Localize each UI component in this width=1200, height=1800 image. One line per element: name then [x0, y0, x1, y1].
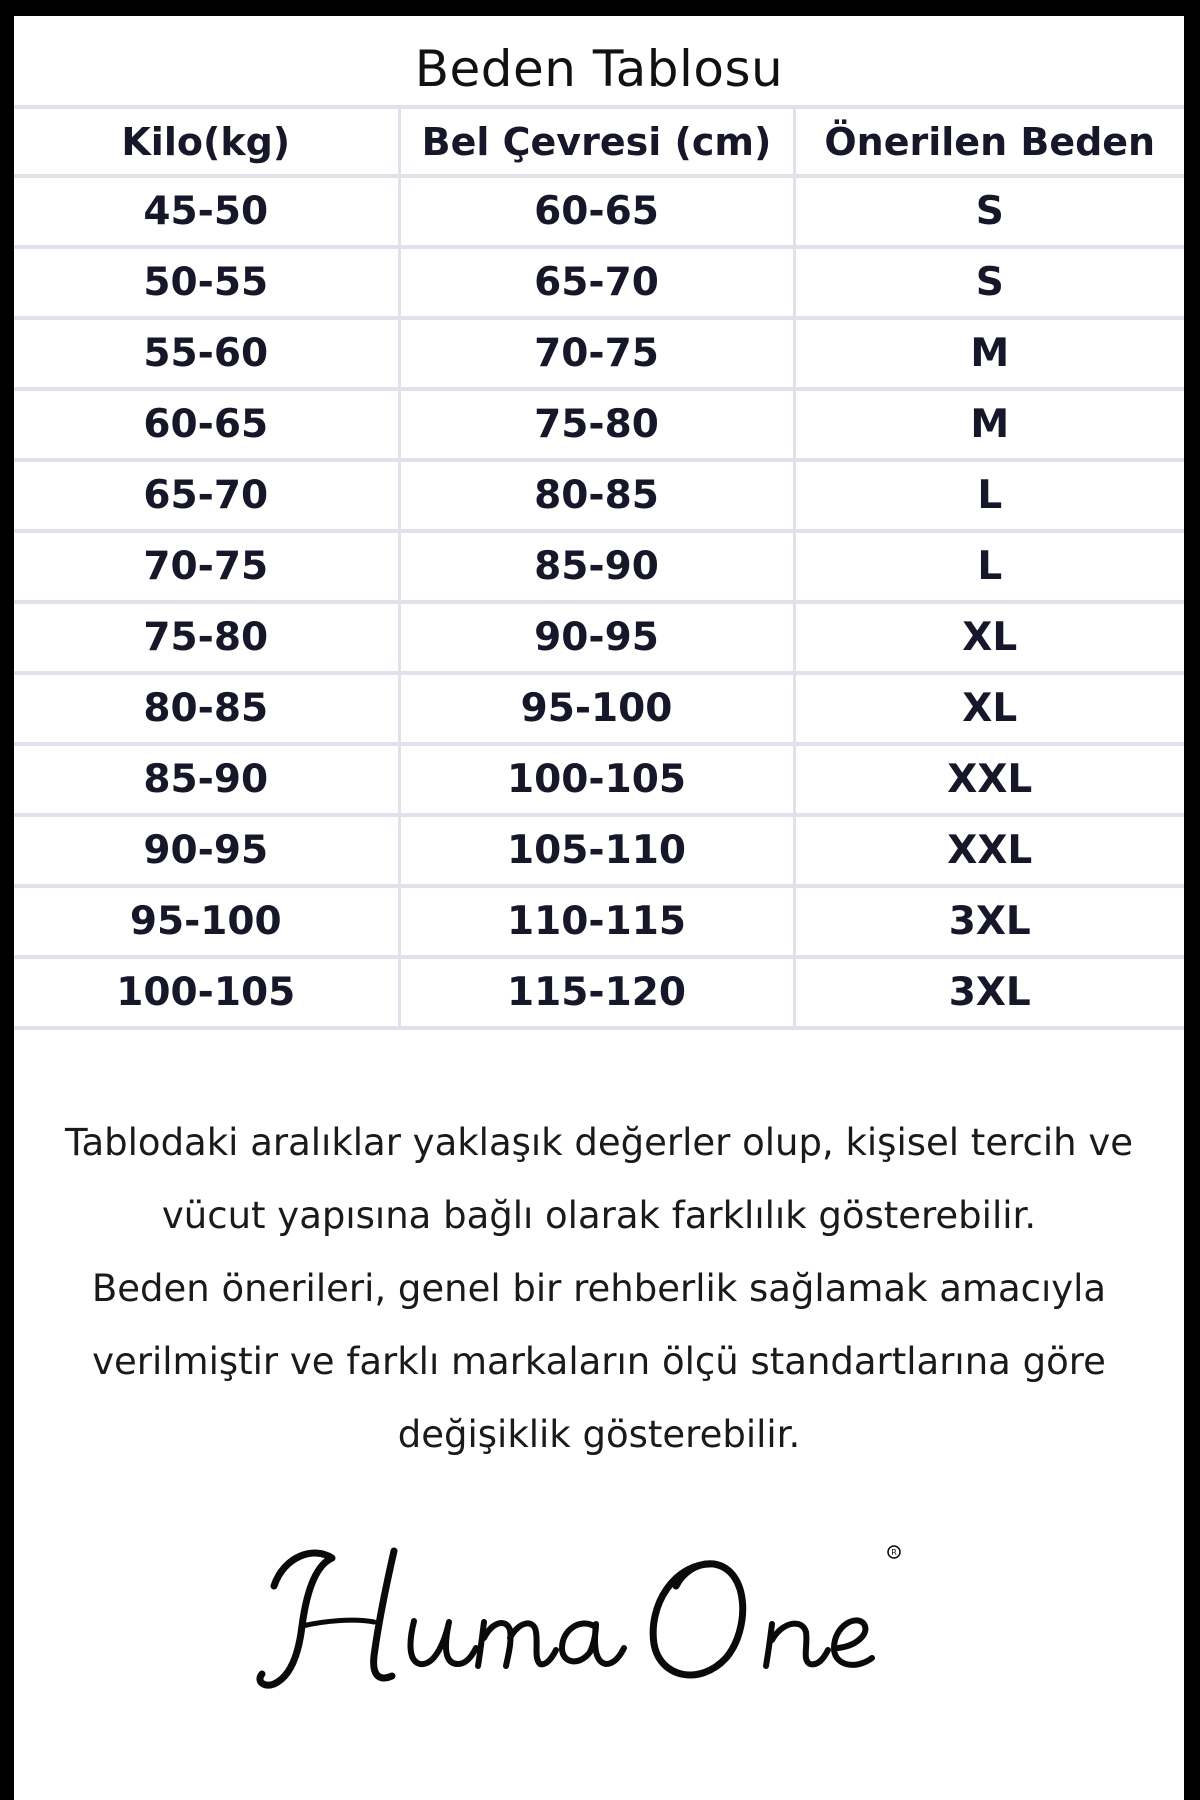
table-row — [14, 815, 1184, 886]
size-chart-card — [14, 16, 1184, 1800]
weight-cell: 75-80 — [14, 602, 399, 673]
weight-cell: 45-50 — [14, 176, 399, 247]
waist-cell: 85-90 — [399, 531, 794, 602]
size-cell: 3XL — [794, 957, 1184, 1028]
size-table — [14, 105, 1184, 1030]
weight-cell: 60-65 — [14, 389, 399, 460]
disclaimer-notes — [44, 1106, 1154, 1471]
weight-cell: 50-55 — [14, 247, 399, 318]
registered-mark-icon — [888, 1546, 900, 1558]
waist-cell: 105-110 — [399, 815, 794, 886]
waist-cell: 100-105 — [399, 744, 794, 815]
table-row — [14, 176, 1184, 247]
size-cell: L — [794, 460, 1184, 531]
size-cell: XXL — [794, 815, 1184, 886]
weight-cell: 95-100 — [14, 886, 399, 957]
weight-cell: 55-60 — [14, 318, 399, 389]
weight-cell: 100-105 — [14, 957, 399, 1028]
waist-cell: 90-95 — [399, 602, 794, 673]
waist-cell: 115-120 — [399, 957, 794, 1028]
size-cell: M — [794, 389, 1184, 460]
size-cell: XL — [794, 602, 1184, 673]
table-row — [14, 247, 1184, 318]
table-row — [14, 318, 1184, 389]
table-row — [14, 744, 1184, 815]
size-cell: S — [794, 176, 1184, 247]
disclaimer-paragraph-ranges: Tablodaki aralıklar yaklaşık değerler olup, kişisel tercih ve vücut yapısına bağlı olarak farklılık gösterebilir. — [65, 1121, 1133, 1237]
weight-cell: 90-95 — [14, 815, 399, 886]
waist-cell: 80-85 — [399, 460, 794, 531]
waist-cell: 60-65 — [399, 176, 794, 247]
weight-cell: 65-70 — [14, 460, 399, 531]
column-header-waist: Bel Çevresi (cm) — [399, 107, 794, 176]
table-row — [14, 886, 1184, 957]
weight-cell: 85-90 — [14, 744, 399, 815]
table-row — [14, 673, 1184, 744]
waist-cell: 110-115 — [399, 886, 794, 957]
column-header-weight: Kilo(kg) — [14, 107, 399, 176]
size-cell: XL — [794, 673, 1184, 744]
table-row — [14, 389, 1184, 460]
size-cell: L — [794, 531, 1184, 602]
huma-one-logo — [244, 1526, 964, 1696]
weight-cell: 70-75 — [14, 531, 399, 602]
table-row — [14, 957, 1184, 1028]
waist-cell: 95-100 — [399, 673, 794, 744]
size-cell: S — [794, 247, 1184, 318]
svg-text:R: R — [891, 1548, 897, 1557]
waist-cell: 70-75 — [399, 318, 794, 389]
waist-cell: 75-80 — [399, 389, 794, 460]
table-row — [14, 602, 1184, 673]
size-cell: M — [794, 318, 1184, 389]
table-header-row — [14, 107, 1184, 176]
weight-cell: 80-85 — [14, 673, 399, 744]
table-row — [14, 460, 1184, 531]
size-cell: XXL — [794, 744, 1184, 815]
size-cell: 3XL — [794, 886, 1184, 957]
table-row — [14, 531, 1184, 602]
page-title: Beden Tablosu — [414, 40, 784, 98]
column-header-size: Önerilen Beden — [794, 107, 1184, 176]
disclaimer-paragraph-brands: Beden önerileri, genel bir rehberlik sağlamak amacıyla verilmiştir ve farklı markaların ölçü standartlarına göre değişiklik gösterebilir. — [91, 1267, 1107, 1456]
waist-cell: 65-70 — [399, 247, 794, 318]
